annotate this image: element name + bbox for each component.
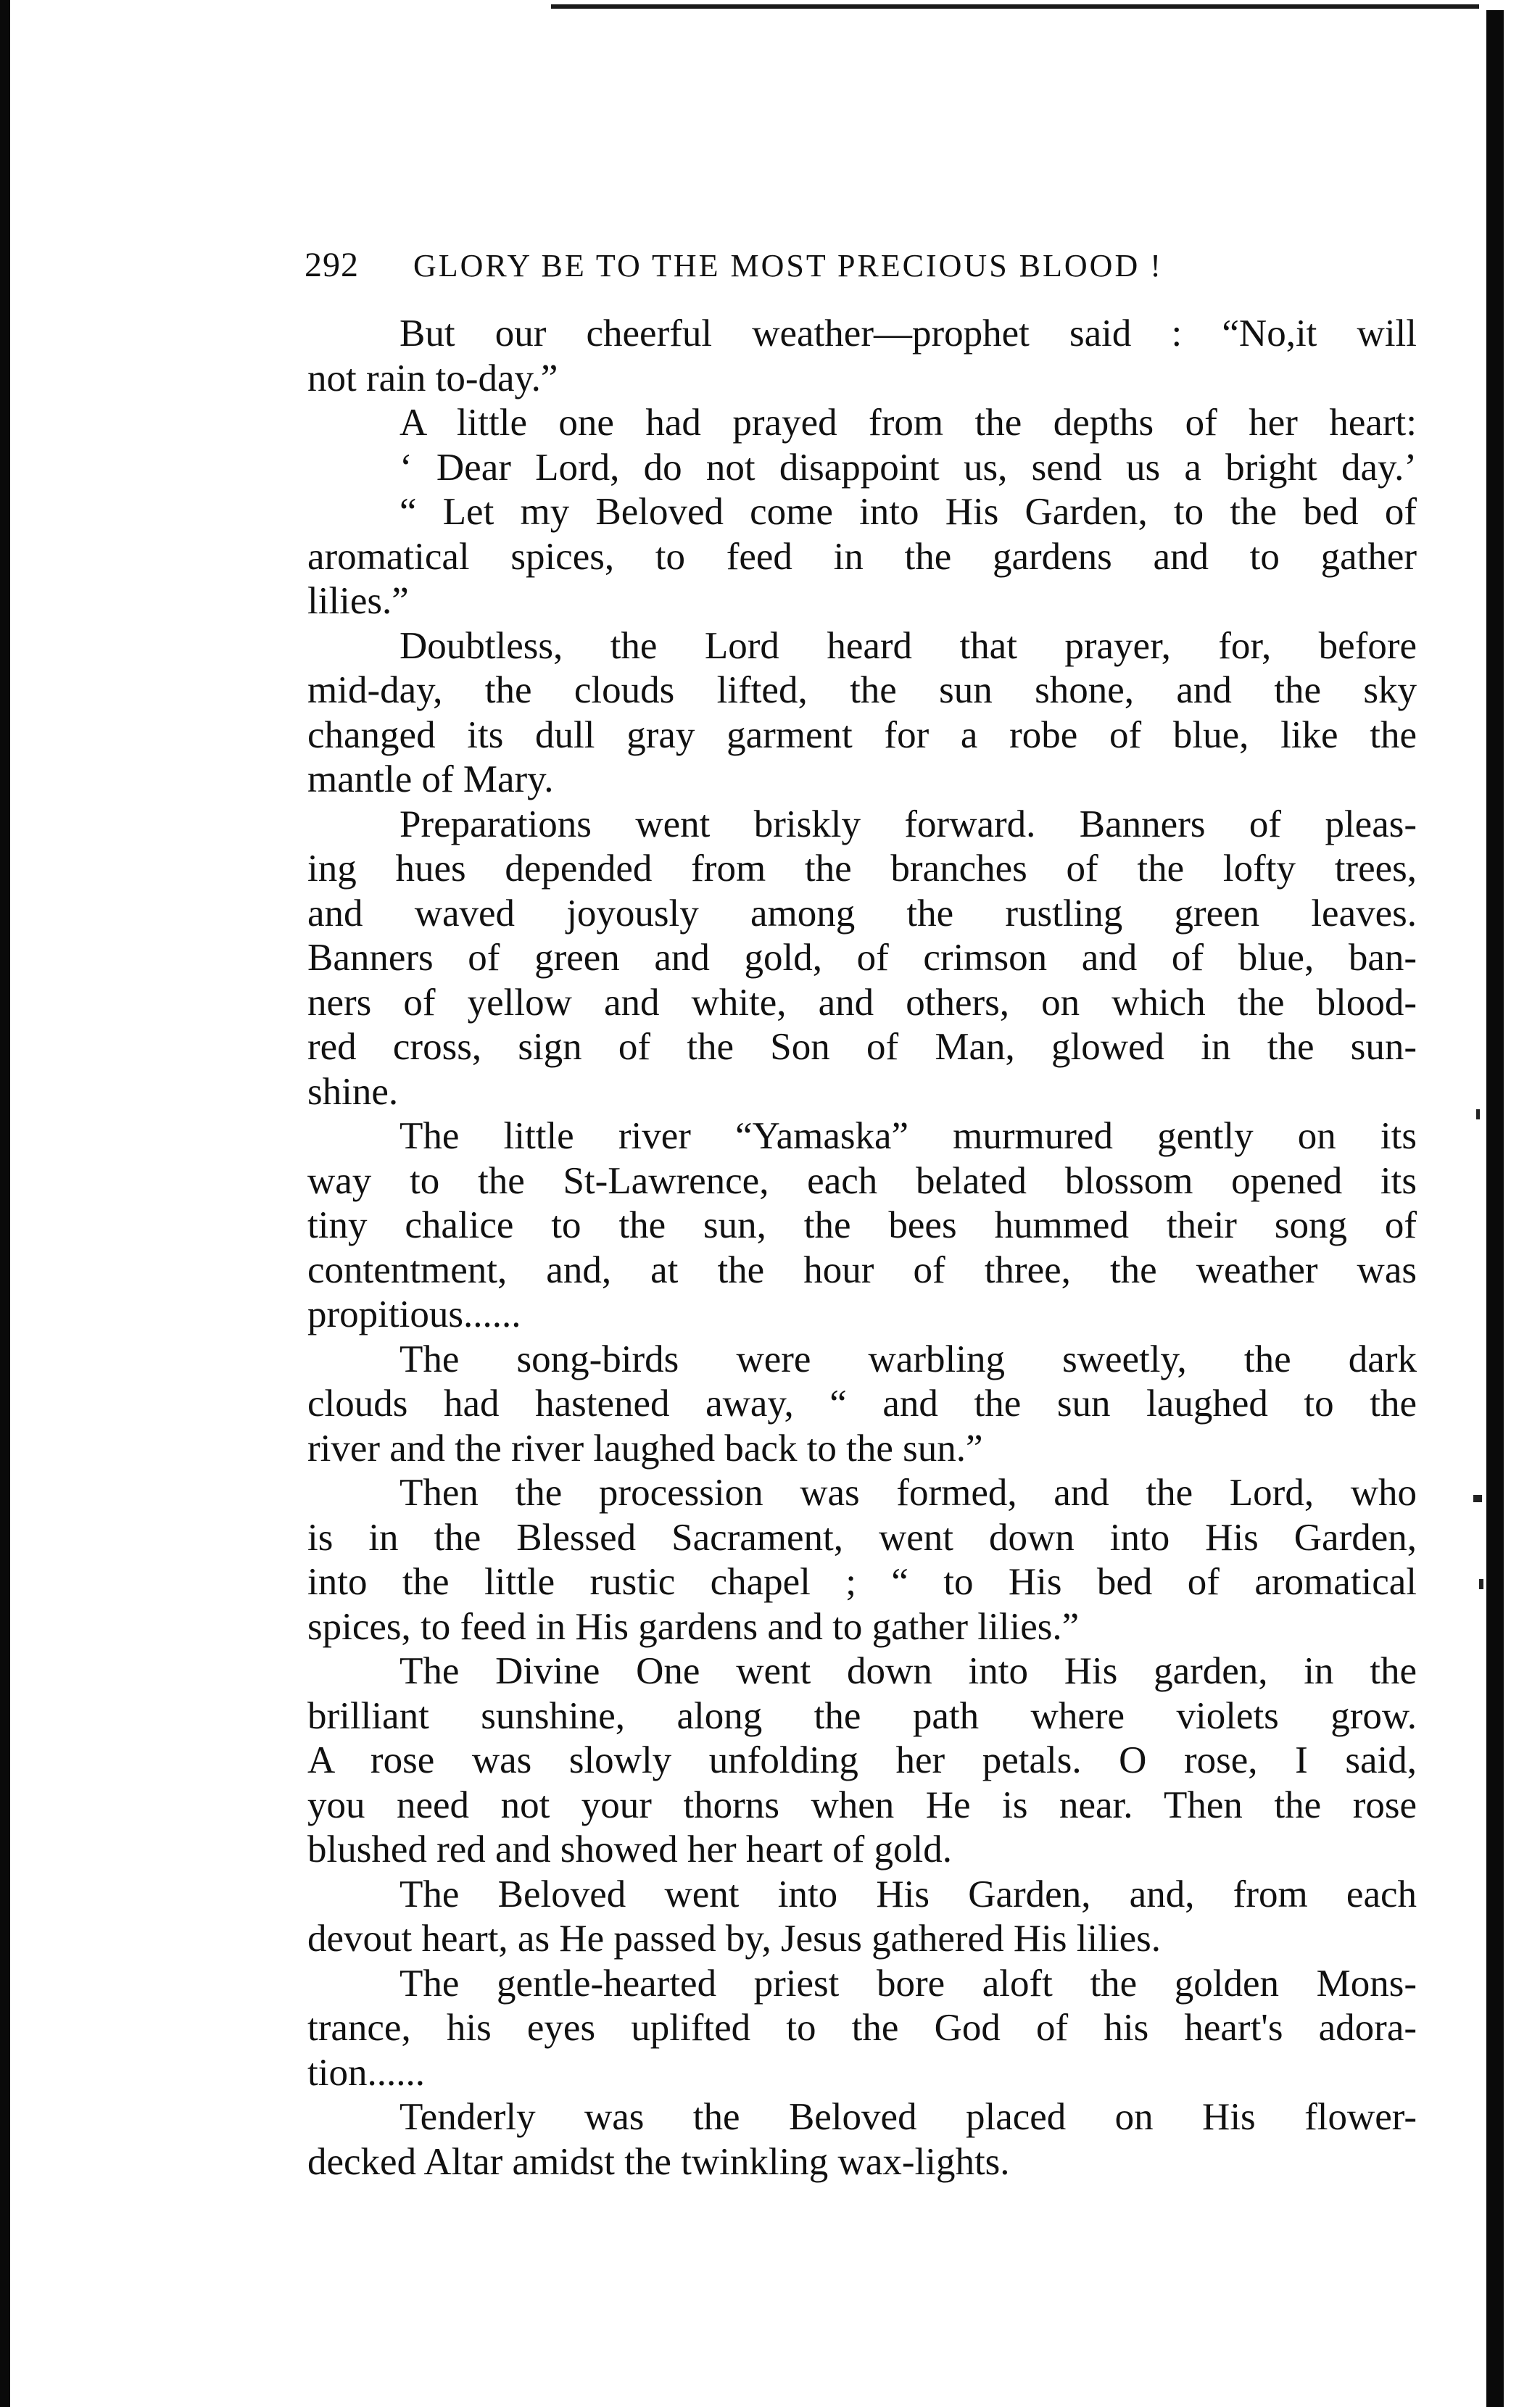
running-head: GLORY BE TO THE MOST PRECIOUS BLOOD ! <box>413 248 1163 283</box>
body-text <box>307 312 1417 2184</box>
text-line: Then the procession was formed, and the Lord, who <box>400 1472 1417 1514</box>
page-number: 292 <box>305 246 359 284</box>
text-line: The little river “Yamaska” murmured gently on its <box>400 1115 1417 1157</box>
text-line: ing hues depended from the branches of the lofty trees, <box>307 848 1417 890</box>
text-line: river and the river laughed back to the sun.” <box>307 1427 983 1470</box>
text-line: The Beloved went into His Garden, and, from each <box>400 1873 1417 1915</box>
text-line: A little one had prayed from the depths of her heart: <box>400 402 1417 444</box>
text-line: you need not your thorns when He is near. Then the rose <box>307 1784 1417 1826</box>
scan-right-edge <box>1486 10 1504 2407</box>
text-line: Tenderly was the Beloved placed on His flower- <box>400 2096 1417 2138</box>
text-line: Banners of green and gold, of crimson and of blue, ban- <box>307 937 1417 979</box>
scan-left-edge <box>0 0 10 2407</box>
text-line: way to the St-Lawrence, each belated blossom opened its <box>307 1159 1417 1202</box>
text-line: not rain to-day.” <box>307 357 558 399</box>
text-line: into the little rustic chapel ; “ to His bed of aromatical <box>307 1561 1417 1603</box>
page-header <box>305 245 1421 289</box>
text-line: aromatical spices, to feed in the gardens and to gather <box>307 535 1417 578</box>
text-line: is in the Blessed Sacrament, went down into His Garden, <box>307 1516 1417 1559</box>
text-line: changed its dull gray garment for a robe of blue, like the <box>307 713 1417 756</box>
text-line: shine. <box>307 1070 399 1113</box>
text-line: and waved joyously among the rustling green leaves. <box>307 892 1417 935</box>
text-line: clouds had hastened away, “ and the sun laughed to the <box>307 1383 1417 1425</box>
text-line: mantle of Mary. <box>307 758 554 800</box>
text-line: propitious...... <box>307 1293 521 1335</box>
text-line: A rose was slowly unfolding her petals. O rose, I said, <box>307 1739 1417 1781</box>
text-line: mid-day, the clouds lifted, the sun shone, and the sky <box>307 669 1417 711</box>
text-line: trance, his eyes uplifted to the God of his heart's adora- <box>307 2007 1417 2049</box>
text-line: tion...... <box>307 2051 425 2094</box>
text-line: ners of yellow and white, and others, on which the blood- <box>307 981 1417 1024</box>
text-line: But our cheerful weather—prophet said : “No,it will <box>400 312 1417 355</box>
text-line: brilliant sunshine, along the path where violets grow. <box>307 1694 1417 1737</box>
scan-top-edge <box>551 4 1479 9</box>
text-line: devout heart, as He passed by, Jesus gathered His lilies. <box>307 1918 1161 1960</box>
text-line: The song-birds were warbling sweetly, the dark <box>400 1338 1417 1380</box>
text-line: spices, to feed in His gardens and to gather lilies.” <box>307 1605 1080 1648</box>
text-line: lilies.” <box>307 580 409 622</box>
text-line: blushed red and showed her heart of gold. <box>307 1828 952 1870</box>
scan-speck <box>1476 1109 1480 1119</box>
text-line: Preparations went briskly forward. Banners of pleas- <box>400 803 1417 845</box>
text-line: tiny chalice to the sun, the bees hummed their song of <box>307 1204 1417 1246</box>
text-line: The gentle-hearted priest bore aloft the golden Mons- <box>400 1962 1417 2005</box>
text-line: decked Altar amidst the twinkling wax-lights. <box>307 2140 1010 2183</box>
scan-speck <box>1473 1495 1482 1502</box>
scan-speck <box>1479 1579 1483 1589</box>
text-line: red cross, sign of the Son of Man, glowed in the sun- <box>307 1026 1417 1068</box>
text-line: ‘ Dear Lord, do not disappoint us, send us a bright day.’ <box>400 446 1417 489</box>
text-line: “ Let my Beloved come into His Garden, to the bed of <box>400 491 1417 533</box>
text-line: Doubtless, the Lord heard that prayer, for, before <box>400 624 1417 667</box>
text-line: The Divine One went down into His garden, in the <box>400 1650 1417 1692</box>
text-line: contentment, and, at the hour of three, the weather was <box>307 1248 1417 1291</box>
